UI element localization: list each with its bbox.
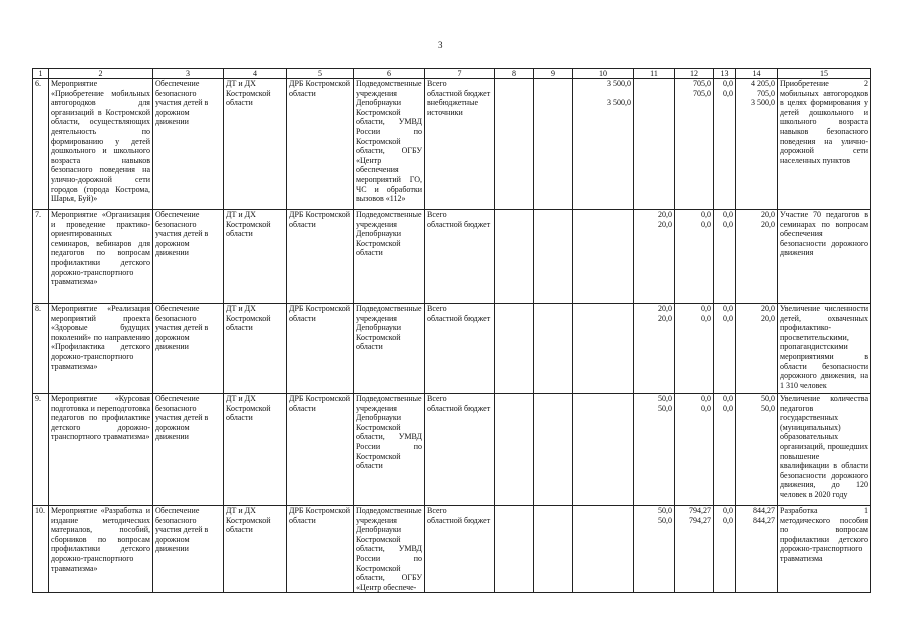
value-col-12-line: 0,0	[701, 394, 711, 403]
value-col-12-line: 0,0	[701, 313, 711, 323]
column-number: 8	[495, 69, 534, 79]
value-col-10-line	[575, 516, 631, 526]
column-number: 12	[675, 69, 714, 79]
value-col-10-line	[575, 89, 631, 99]
value-col-10-line	[575, 304, 631, 314]
value-col-14-line: 844,27	[753, 506, 775, 515]
value-col-10-line	[575, 210, 631, 220]
value-col-14-line: 4 205,0	[751, 79, 775, 88]
funding-source	[425, 210, 495, 304]
funding-source-line: внебюджетные источники	[427, 98, 478, 117]
value-col-10-line	[575, 394, 631, 404]
event-goal: Обеспечение безопасного участия детей в дорожном движении	[153, 394, 224, 506]
executor: Подведомственные учреждения Депобрнауки Костромской области, УМВД России по Костромской области	[354, 394, 425, 506]
value-col-14	[736, 506, 778, 593]
funding-source-line: областной бюджет	[427, 313, 491, 323]
value-col-14-line: 20,0	[761, 219, 775, 229]
value-col-13-line: 0,0	[723, 210, 733, 219]
value-col-11-line: 20,0	[658, 304, 672, 313]
funding-source-line: областной бюджет	[427, 403, 491, 413]
value-col-9-line	[536, 89, 570, 99]
value-col-14-line: 50,0	[761, 403, 775, 413]
value-col-9-line	[536, 220, 570, 230]
value-col-11-line: 20,0	[658, 313, 672, 323]
value-col-10	[573, 210, 634, 304]
event-goal: Обеспечение безопасного участия детей в дорожном движении	[153, 304, 224, 394]
value-col-9-line	[536, 210, 570, 220]
row-number: 8.	[33, 304, 49, 394]
value-col-12	[675, 79, 714, 210]
value-col-8-line	[497, 220, 531, 230]
coordinator: ДТ и ДХ Костромской области	[224, 506, 287, 593]
table-row	[33, 506, 871, 593]
value-col-11-line: 50,0	[658, 506, 672, 515]
column-number: 1	[33, 69, 49, 79]
value-col-8-line	[497, 89, 531, 99]
value-col-11	[634, 394, 675, 506]
expected-result: Увеличение количества педагогов государственных (муниципальных) образовательных организаций, прошедших повышение квалификации в области безопасности дорожного движения, до 120 человек в 2020 году	[778, 394, 871, 506]
value-col-13	[714, 506, 736, 593]
value-col-8	[495, 210, 534, 304]
value-col-14-line: 20,0	[761, 304, 775, 313]
column-number: 3	[153, 69, 224, 79]
coordinator: ДТ и ДХ Костромской области	[224, 394, 287, 506]
value-col-10-line: 3 500,0	[607, 79, 631, 88]
value-col-9	[534, 79, 573, 210]
funding-source	[425, 304, 495, 394]
event-goal: Обеспечение безопасного участия детей в дорожном движении	[153, 210, 224, 304]
column-number: 6	[354, 69, 425, 79]
event-goal: Обеспечение безопасного участия детей в дорожном движении	[153, 506, 224, 593]
funding-source	[425, 394, 495, 506]
value-col-11-line: 50,0	[658, 403, 672, 413]
table-row	[33, 394, 871, 506]
value-col-10-line	[575, 314, 631, 324]
funding-source-line: Всего	[427, 304, 447, 313]
coordinator: ДТ и ДХ Костромской области	[224, 79, 287, 210]
value-col-9	[534, 506, 573, 593]
value-col-11-line: 50,0	[658, 394, 672, 403]
value-col-9-line	[536, 394, 570, 404]
expected-result: Участие 70 педагогов в семинарах по вопросам обеспечения безопасности дорожного движения	[778, 210, 871, 304]
column-number: 10	[573, 69, 634, 79]
value-col-8-line	[497, 304, 531, 314]
value-col-13	[714, 394, 736, 506]
value-col-12-line: 0,0	[701, 210, 711, 219]
value-col-13-line: 0,0	[723, 313, 733, 323]
value-col-8-line	[497, 506, 531, 516]
value-col-10	[573, 304, 634, 394]
event-name: Мероприятие «Организация и проведение практико-ориентированных семинаров, вебинаров для педагогов по вопросам профилактики детского дорожно-транспортного травматизма»	[49, 210, 153, 304]
value-col-13-line: 0,0	[723, 515, 733, 525]
value-col-8-line	[497, 79, 531, 89]
value-col-12	[675, 304, 714, 394]
value-col-11	[634, 304, 675, 394]
value-col-14-line: 50,0	[761, 394, 775, 403]
value-col-14	[736, 210, 778, 304]
value-col-12-line: 0,0	[701, 219, 711, 229]
event-name: Мероприятие «Курсовая подготовка и переподготовка педагогов по профилактике детского дорожно-транспортного травматизма»	[49, 394, 153, 506]
column-number: 13	[714, 69, 736, 79]
value-col-13-line: 0,0	[723, 403, 733, 413]
value-col-12-line: 0,0	[701, 304, 711, 313]
table-row	[33, 79, 871, 210]
value-col-9-line	[536, 304, 570, 314]
executor: Подведомственные учреждения Депобрнауки Костромской области	[354, 210, 425, 304]
value-col-13-line	[716, 98, 733, 108]
value-col-8-line	[497, 394, 531, 404]
value-col-14-line: 20,0	[761, 313, 775, 323]
value-col-9-line	[536, 404, 570, 414]
value-col-14-line: 3 500,0	[751, 98, 775, 108]
coordinator: ДТ и ДХ Костромской области	[224, 210, 287, 304]
value-col-10-line: 3 500,0	[607, 98, 631, 108]
value-col-8-line	[497, 314, 531, 324]
funding-source-line: областной бюджет	[427, 515, 491, 525]
value-col-12-line: 794,27	[689, 506, 711, 515]
value-col-9-line	[536, 516, 570, 526]
value-col-9-line	[536, 98, 570, 108]
column-number: 2	[49, 69, 153, 79]
value-col-11-line	[636, 98, 672, 108]
column-number: 5	[287, 69, 354, 79]
value-col-13-line: 0,0	[723, 506, 733, 515]
value-col-8-line	[497, 98, 531, 108]
value-col-8	[495, 506, 534, 593]
value-col-12-line	[677, 98, 711, 108]
value-col-13-line: 0,0	[723, 79, 733, 88]
expected-result: Разработка 1 методического пособия по вопросам профилактики детского дорожно-транспортного травматизма	[778, 506, 871, 593]
value-col-13-line: 0,0	[723, 304, 733, 313]
funding-source-line: Всего	[427, 394, 447, 403]
value-col-12	[675, 394, 714, 506]
value-col-10	[573, 506, 634, 593]
customer: ДРБ Костромской области	[287, 304, 354, 394]
value-col-9	[534, 210, 573, 304]
value-col-13-line: 0,0	[723, 88, 733, 98]
executor: Подведомственные учреждения Депобрнауки Костромской области, УМВД России по Костромской области, ОГБУ «Центр обеспече-	[354, 506, 425, 593]
value-col-12-line: 705,0	[693, 79, 711, 88]
value-col-8-line	[497, 516, 531, 526]
value-col-8	[495, 79, 534, 210]
expected-result: Увеличение численности детей, охваченных профилактико-просветительскими, пропагандистскими мероприятиями в области безопасности дорожного движения, на 1 310 человек	[778, 304, 871, 394]
funding-source-line: областной бюджет	[427, 88, 491, 98]
value-col-10	[573, 394, 634, 506]
coordinator: ДТ и ДХ Костромской области	[224, 304, 287, 394]
value-col-10-line	[575, 220, 631, 230]
value-col-12	[675, 210, 714, 304]
customer: ДРБ Костромской области	[287, 506, 354, 593]
funding-source-line: Всего	[427, 506, 447, 515]
executor: Подведомственные учреждения Депобрнауки Костромской области	[354, 304, 425, 394]
value-col-11-line	[636, 89, 672, 99]
value-col-13-line: 0,0	[723, 394, 733, 403]
value-col-13	[714, 210, 736, 304]
executor: Подведомственные учреждения Депобрнауки Костромской области, УМВД России по Костромской области, ОГБУ «Центр обеспечения мероприятий ГО, ЧС и обработки вызовов «112»	[354, 79, 425, 210]
column-number: 11	[634, 69, 675, 79]
event-goal: Обеспечение безопасного участия детей в дорожном движении	[153, 79, 224, 210]
event-name: Мероприятие «Реализация мероприятий проекта «Здоровые будущих поколений» по направлению «Профилактика детского дорожно-транспортного травматизма»	[49, 304, 153, 394]
value-col-10	[573, 79, 634, 210]
value-col-14	[736, 79, 778, 210]
event-name: Мероприятие «Приобретение мобильных автогородков для организаций в Костромской области, осуществляющих деятельность по формированию у детей дошкольного и школьного возраста навыков безопасного поведения на улично-дорожной сети городов (города Кострома, Шарья, Буй)»	[49, 79, 153, 210]
row-number: 10.	[33, 506, 49, 593]
value-col-11-line: 50,0	[658, 515, 672, 525]
customer: ДРБ Костромской области	[287, 394, 354, 506]
column-number: 9	[534, 69, 573, 79]
value-col-11-line: 20,0	[658, 210, 672, 219]
value-col-14	[736, 304, 778, 394]
column-number-row	[33, 69, 871, 79]
table-row	[33, 304, 871, 394]
funding-source-line: областной бюджет	[427, 219, 491, 229]
value-col-9	[534, 304, 573, 394]
funding-source-line: Всего	[427, 79, 447, 88]
value-col-13	[714, 304, 736, 394]
value-col-14-line: 844,27	[753, 515, 775, 525]
value-col-12-line: 0,0	[701, 403, 711, 413]
value-col-10-line	[575, 404, 631, 414]
value-col-14	[736, 394, 778, 506]
value-col-14-line: 705,0	[757, 88, 775, 98]
value-col-8	[495, 304, 534, 394]
value-col-11-line	[636, 79, 672, 89]
value-col-10-line	[575, 506, 631, 516]
row-number: 7.	[33, 210, 49, 304]
column-number: 15	[778, 69, 871, 79]
value-col-14-line: 20,0	[761, 210, 775, 219]
funding-source	[425, 79, 495, 210]
value-col-8	[495, 394, 534, 506]
customer: ДРБ Костромской области	[287, 79, 354, 210]
customer: ДРБ Костромской области	[287, 210, 354, 304]
value-col-9	[534, 394, 573, 506]
value-col-11-line: 20,0	[658, 219, 672, 229]
value-col-11	[634, 506, 675, 593]
value-col-11	[634, 210, 675, 304]
value-col-12-line: 794,27	[689, 515, 711, 525]
page-number: 3	[438, 40, 443, 50]
table-row	[33, 210, 871, 304]
column-number: 7	[425, 69, 495, 79]
value-col-11	[634, 79, 675, 210]
value-col-13	[714, 79, 736, 210]
event-name: Мероприятие «Разработка и издание методических материалов, пособий, сборников по вопросам профилактики детского дорожно-транспортного травматизма»	[49, 506, 153, 593]
column-number: 14	[736, 69, 778, 79]
expected-result: Приобретение 2 мобильных автогородков в целях формирования у детей дошкольного и школьного возраста навыков безопасного поведения на улично-дорожной сети населенных пунктов	[778, 79, 871, 210]
program-table	[32, 68, 871, 593]
value-col-8-line	[497, 404, 531, 414]
value-col-13-line: 0,0	[723, 219, 733, 229]
value-col-9-line	[536, 314, 570, 324]
value-col-12-line: 705,0	[693, 88, 711, 98]
value-col-9-line	[536, 79, 570, 89]
funding-source	[425, 506, 495, 593]
value-col-9-line	[536, 506, 570, 516]
column-number: 4	[224, 69, 287, 79]
value-col-8-line	[497, 210, 531, 220]
row-number: 6.	[33, 79, 49, 210]
funding-source-line: Всего	[427, 210, 447, 219]
value-col-12	[675, 506, 714, 593]
row-number: 9.	[33, 394, 49, 506]
